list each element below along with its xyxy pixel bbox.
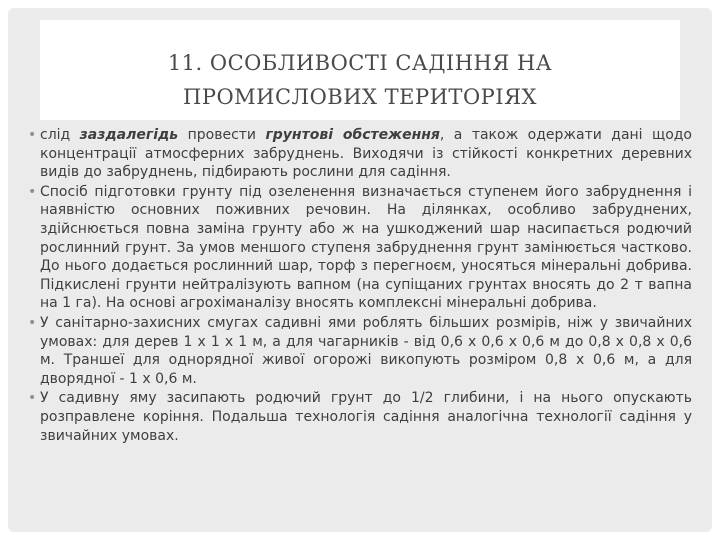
- slide-title-line-1: 11. ОСОБЛИВОСТІ САДІННЯ НА: [167, 51, 553, 75]
- bullet-2-text: Спосіб підготовки грунту під озеленення визначається ступенем його забруднення і наявністю основних поживних речовин. На ділянках, особливо забруднених, здійснюється повна заміна грунту або ж на ушкоджений шар насипається родючий рослинний грунт. За умов меншого ступеня забруднення грунт замінюється частково. До нього додається рослинний шар, торф з перегноєм, уносяться мінеральні добрива. Підкислені грунти нейтралізують вапном (на супіщаних грунтах вносять до 2 т вапна на 1 га). На основі агрохіманалізу вносять комплексні мінеральні добрива.: [40, 183, 692, 312]
- bullet-1-text-c: , а також одержати дані щодо концентрації атмосферних забруднень. Виходячи із стійкості конкретних деревних видів до забруднень, підбирають рослини для садіння.: [40, 127, 692, 181]
- bullet-marker: •: [28, 183, 37, 200]
- bullet-4-text: У садивну яму засипають родючий грунт до 1/2 глибини, і на нього опускають розправлене коріння. Подальша технологія садіння аналогічна технології садіння у звичайних умовах.: [40, 390, 692, 444]
- bullet-3-text: У санітарно-захисних смугах садивні ями роблять більших розмірів, ніж у звичайних умовах: для дерев 1 х 1 х 1 м, а для чагарників - від 0,6 х 0,6 х 0,6 м до 0,8 х 0,8 х 0,6 м. Траншеї для однорядної живої огорожі викопують розміром 0,8 х 0,6 м, а для дворядної - 1 х 0,6 м.: [40, 314, 692, 387]
- bullet-1-emphasis-b: грунтові обстеження: [265, 127, 440, 143]
- bullet-1-text-a: слід: [40, 127, 80, 143]
- bullet-1-emphasis-a: заздалегідь: [79, 127, 179, 143]
- bullet-marker: •: [28, 314, 37, 331]
- bullet-1-text-b: провести: [178, 127, 266, 143]
- slide-frame: [8, 8, 712, 532]
- bullet-item-3: [28, 314, 692, 388]
- title-box: [40, 20, 680, 120]
- bullet-marker: •: [28, 127, 37, 143]
- bullet-list: [28, 126, 692, 446]
- bullet-item-2: [28, 183, 692, 313]
- slide-title: [40, 20, 680, 114]
- slide-title-line-2: ПРОМИСЛОВИХ ТЕРИТОРІЯХ: [183, 85, 537, 109]
- bullet-item-1: [28, 126, 692, 182]
- bullet-marker: •: [28, 390, 37, 407]
- bullet-item-4: [28, 389, 692, 445]
